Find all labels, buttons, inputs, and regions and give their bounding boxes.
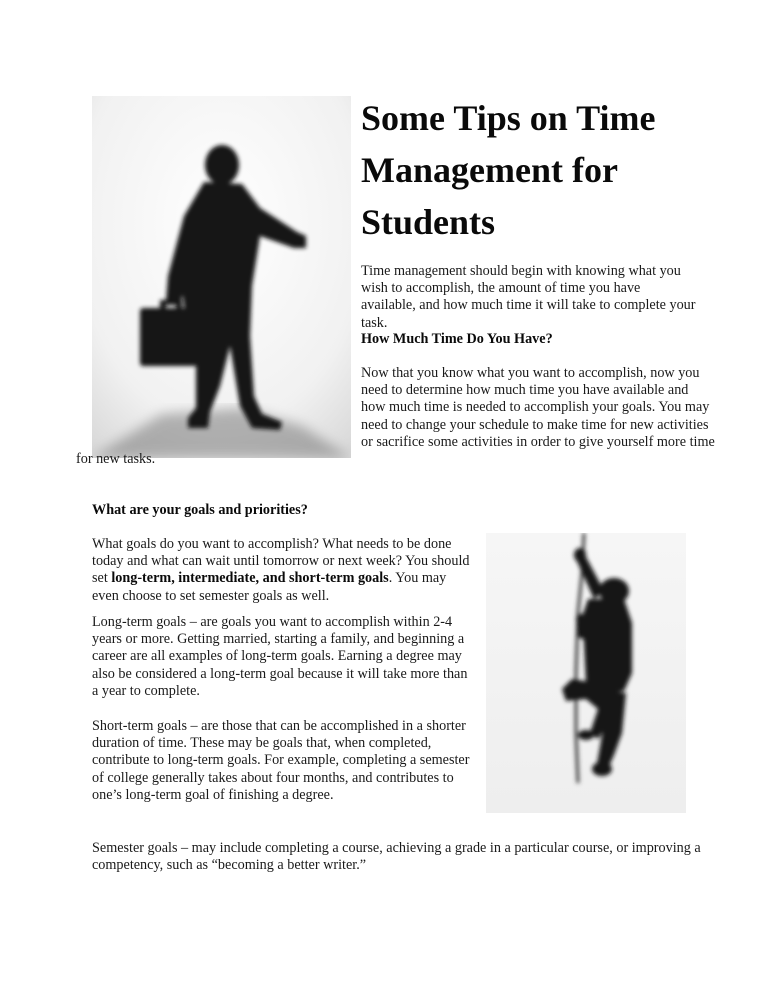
time-available-paragraph [76,365,716,468]
goals-intro-text: What goals do you want to accomplish? What needs to be done today and what can wait until tomorrow or next week? You should set [92,536,470,587]
semester-goals-paragraph: Semester goals – may include completing a course, achieving a grade in a particular course, or improving a competency, such as “becoming a better writer.” [92,840,701,874]
goals-intro-paragraph [92,536,474,605]
goals-intro-text-end: . You may even choose to set semester goals as well. [92,570,447,604]
goal-types-emphasis: long-term, intermediate, and short-term goals [111,570,389,587]
text-wrap-spacer [76,365,361,451]
rope-climber-silhouette-icon [486,533,686,813]
section-heading-time-available: How Much Time Do You Have? [361,331,553,347]
long-term-goals-paragraph: Long-term goals – are goals you want to accomplish within 2-4 years or more. Getting married, starting a family, and beginning a career are all examples of long-term goals. Earning a degree may also be considered a long-term goal because it will take more than a year to complete. [92,614,468,699]
time-available-text: Now that you know what you want to accomplish, now you need to determine how much time you have available and how much time is needed to accomplish your goals. You may need to change your schedule to make time for new activities or sacrifice some activities in order to give yourself more time for new tasks. [76,365,715,468]
man-climbing-rope-photo [486,533,686,813]
short-term-goals-paragraph: Short-term goals – are those that can be accomplished in a shorter duration of time. These may be goals that, when completed, contribute to long-term goals. For example, completing a semester of college generally takes about four months, and contributes to one’s long-term goal of finishing a degree. [92,718,470,803]
intro-paragraph: Time management should begin with knowing what you wish to accomplish, the amount of time you have available, and how much time it will take to complete your task. [361,263,696,331]
page-title: Some Tips on Time Management for Students [361,98,656,242]
section-heading-goals-priorities: What are your goals and priorities? [92,502,308,518]
